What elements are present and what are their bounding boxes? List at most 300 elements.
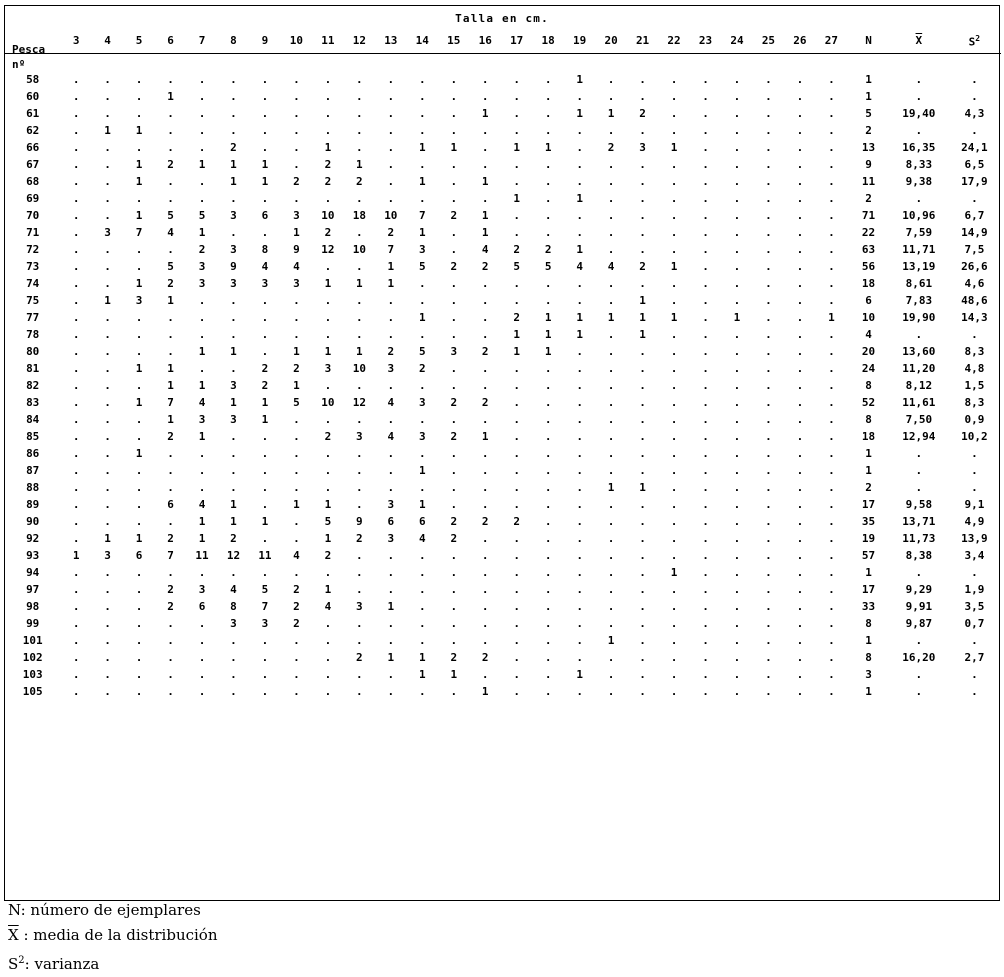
cell-pesca: 103: [22, 667, 43, 681]
cell-count: .: [324, 565, 332, 579]
cell-count: .: [198, 310, 206, 324]
cell-count: .: [387, 89, 395, 103]
cell-count: 1: [418, 463, 426, 477]
cell-count: .: [765, 463, 772, 477]
cell-variance: 1,9: [964, 582, 985, 596]
cell-variance: 14,9: [961, 225, 988, 239]
cell-count: 1: [293, 378, 300, 392]
cell-pesca: 60: [26, 89, 40, 103]
cell-count: 1: [513, 191, 520, 205]
row-header-caption-line1: Pesca: [12, 43, 46, 56]
cell-count: .: [765, 667, 772, 681]
cell-count: .: [450, 310, 458, 324]
cell-count: .: [765, 225, 772, 239]
cell-count: .: [356, 106, 363, 120]
cell-count: .: [796, 446, 804, 460]
cell-mean: .: [915, 327, 923, 341]
cell-count: .: [670, 174, 678, 188]
cell-count: 2: [167, 531, 174, 545]
cell-count: 2: [481, 514, 489, 528]
cell-count: .: [513, 616, 520, 630]
cell-count: .: [733, 633, 741, 647]
cell-count: 6: [261, 208, 269, 222]
cell-count: .: [702, 531, 709, 545]
cell-count: .: [198, 446, 206, 460]
cell-count: 2: [387, 344, 395, 358]
cell-count: .: [607, 429, 615, 443]
cell-count: .: [167, 106, 174, 120]
cell-count: .: [387, 684, 395, 698]
cell-count: .: [670, 514, 678, 528]
table-body: [5, 53, 1001, 700]
cell-count: .: [702, 293, 709, 307]
cell-count: .: [796, 633, 804, 647]
cell-count: .: [198, 191, 206, 205]
cell-n: 20: [861, 344, 876, 358]
cell-count: 1: [293, 344, 300, 358]
cell-count: .: [796, 344, 804, 358]
cell-count: .: [702, 667, 709, 681]
cell-count: 4: [387, 395, 395, 409]
cell-count: 1: [104, 531, 111, 545]
cell-count: .: [230, 106, 237, 120]
cell-count: .: [544, 582, 552, 596]
cell-count: .: [513, 412, 520, 426]
cell-count: .: [702, 106, 709, 120]
cell-n: 17: [861, 497, 876, 511]
cell-count: .: [544, 497, 552, 511]
legend-mean-symbol: $\overline{X}$: [8, 926, 19, 944]
cell-count: .: [513, 361, 520, 375]
cell-count: .: [418, 684, 426, 698]
cell-count: .: [607, 463, 615, 477]
cell-count: .: [765, 72, 772, 86]
cell-count: 1: [544, 327, 552, 341]
cell-count: 1: [670, 310, 678, 324]
cell-count: .: [828, 276, 835, 290]
cell-count: .: [796, 684, 804, 698]
length-frequency-table: [5, 30, 1001, 700]
cell-count: 7: [167, 395, 174, 409]
cell-count: 4: [261, 259, 269, 273]
cell-count: .: [293, 140, 300, 154]
cell-count: .: [230, 650, 237, 664]
cell-count: 2: [230, 531, 237, 545]
cell-count: .: [135, 463, 143, 477]
cell-n: 1: [865, 89, 872, 103]
header-size-19: 19: [573, 33, 587, 47]
cell-count: .: [733, 514, 741, 528]
cell-count: .: [639, 242, 646, 256]
cell-count: 1: [513, 344, 520, 358]
cell-count: 2: [324, 174, 332, 188]
cell-count: 8: [261, 242, 269, 256]
cell-count: .: [544, 480, 552, 494]
cell-count: .: [796, 616, 804, 630]
cell-count: .: [481, 497, 489, 511]
cell-count: 2: [450, 650, 458, 664]
cell-count: .: [702, 157, 709, 171]
cell-count: .: [104, 174, 111, 188]
cell-count: 2: [356, 174, 363, 188]
cell-count: .: [230, 293, 237, 307]
cell-count: .: [356, 123, 363, 137]
cell-count: 1: [167, 293, 174, 307]
cell-count: 3: [356, 599, 363, 613]
cell-count: .: [324, 378, 332, 392]
cell-count: .: [513, 582, 520, 596]
cell-count: .: [198, 650, 206, 664]
cell-count: .: [293, 633, 300, 647]
cell-count: .: [418, 123, 426, 137]
cell-count: 4: [198, 497, 206, 511]
cell-count: .: [765, 89, 772, 103]
cell-count: .: [72, 599, 80, 613]
cell-count: .: [733, 276, 741, 290]
cell-count: .: [72, 480, 80, 494]
cell-count: .: [607, 514, 615, 528]
cell-count: .: [481, 531, 489, 545]
cell-count: .: [513, 293, 520, 307]
cell-count: .: [544, 548, 552, 562]
cell-count: 1: [135, 174, 143, 188]
cell-count: .: [796, 259, 804, 273]
cell-count: .: [639, 633, 646, 647]
cell-count: .: [261, 225, 269, 239]
cell-count: 6: [387, 514, 395, 528]
cell-n: 8: [865, 650, 872, 664]
cell-count: .: [261, 446, 269, 460]
cell-count: .: [607, 497, 615, 511]
cell-count: .: [513, 565, 520, 579]
cell-count: .: [230, 463, 237, 477]
cell-count: .: [796, 548, 804, 562]
cell-count: .: [230, 480, 237, 494]
cell-count: .: [639, 446, 646, 460]
cell-count: .: [544, 157, 552, 171]
cell-count: .: [72, 463, 80, 477]
cell-count: .: [670, 633, 678, 647]
cell-count: .: [356, 89, 363, 103]
cell-count: 2: [324, 225, 332, 239]
cell-n: 10: [861, 310, 876, 324]
cell-count: .: [576, 412, 583, 426]
cell-count: .: [418, 616, 426, 630]
cell-count: .: [544, 89, 552, 103]
cell-count: 3: [230, 242, 237, 256]
header-size-24: 24: [730, 33, 744, 47]
cell-count: .: [639, 497, 646, 511]
cell-count: 1: [356, 344, 363, 358]
cell-count: .: [230, 72, 237, 86]
cell-count: 1: [198, 378, 206, 392]
cell-count: .: [796, 429, 804, 443]
cell-count: .: [796, 191, 804, 205]
cell-variance: 3,4: [964, 548, 985, 562]
cell-count: .: [702, 327, 709, 341]
cell-count: 5: [418, 259, 426, 273]
cell-variance: 9,1: [964, 497, 985, 511]
cell-pesca: 58: [26, 72, 40, 86]
cell-count: .: [639, 174, 646, 188]
cell-count: .: [733, 157, 741, 171]
cell-count: .: [733, 242, 741, 256]
cell-count: 10: [321, 395, 335, 409]
cell-mean: 16,20: [902, 650, 936, 664]
cell-count: .: [513, 89, 520, 103]
cell-count: .: [607, 361, 615, 375]
cell-n: 1: [865, 446, 872, 460]
cell-count: .: [72, 174, 80, 188]
cell-count: 1: [670, 565, 678, 579]
cell-count: .: [796, 361, 804, 375]
cell-variance: 6,5: [964, 157, 985, 171]
cell-count: .: [513, 650, 520, 664]
cell-count: .: [670, 548, 678, 562]
cell-count: .: [513, 463, 520, 477]
cell-count: .: [576, 225, 583, 239]
cell-count: .: [828, 242, 835, 256]
cell-count: .: [513, 395, 520, 409]
cell-count: .: [702, 633, 709, 647]
cell-count: .: [796, 293, 804, 307]
cell-count: .: [765, 599, 772, 613]
cell-count: .: [733, 106, 741, 120]
cell-count: .: [639, 157, 646, 171]
cell-count: .: [418, 446, 426, 460]
cell-count: 2: [607, 140, 615, 154]
cell-count: 1: [356, 276, 363, 290]
cell-count: 5: [261, 582, 269, 596]
cell-count: .: [513, 684, 520, 698]
cell-count: .: [261, 497, 269, 511]
cell-count: .: [230, 446, 237, 460]
cell-count: .: [639, 548, 646, 562]
cell-count: .: [544, 599, 552, 613]
cell-mean: .: [915, 684, 923, 698]
cell-count: .: [230, 225, 237, 239]
cell-mean: .: [915, 565, 923, 579]
cell-pesca: 74: [26, 276, 40, 290]
cell-count: .: [670, 276, 678, 290]
cell-count: .: [765, 497, 772, 511]
cell-count: 1: [607, 633, 615, 647]
cell-n: 13: [861, 140, 876, 154]
cell-count: .: [356, 191, 363, 205]
cell-count: .: [607, 242, 615, 256]
cell-n: 33: [861, 599, 876, 613]
cell-mean: 8,61: [905, 276, 933, 290]
cell-count: .: [670, 429, 678, 443]
header-mean-symbol: $\overline{X}$: [915, 33, 923, 47]
cell-count: .: [702, 123, 709, 137]
cell-count: .: [167, 667, 174, 681]
cell-count: .: [104, 650, 111, 664]
cell-count: .: [576, 565, 583, 579]
cell-count: .: [639, 123, 646, 137]
header-variance: [948, 30, 1001, 53]
cell-count: .: [104, 684, 111, 698]
cell-count: 1: [639, 480, 646, 494]
cell-count: 1: [387, 599, 395, 613]
cell-count: .: [733, 599, 741, 613]
cell-count: 6: [198, 599, 206, 613]
cell-count: .: [702, 140, 709, 154]
cell-count: .: [72, 378, 80, 392]
cell-count: .: [450, 548, 458, 562]
cell-count: 2: [481, 650, 489, 664]
cell-count: 3: [230, 412, 237, 426]
cell-count: 3: [230, 276, 237, 290]
cell-count: .: [765, 276, 772, 290]
cell-count: 6: [418, 514, 426, 528]
cell-count: .: [607, 548, 615, 562]
cell-count: 1: [481, 429, 489, 443]
cell-count: 2: [293, 174, 300, 188]
cell-count: .: [450, 72, 458, 86]
table-row: [5, 224, 1001, 241]
cell-count: 2: [230, 140, 237, 154]
cell-mean: .: [915, 446, 923, 460]
cell-count: .: [639, 599, 646, 613]
legend-mean-text: : media de la distribución: [18, 926, 218, 944]
cell-count: .: [230, 633, 237, 647]
cell-count: 2: [450, 531, 458, 545]
cell-count: .: [544, 446, 552, 460]
cell-count: .: [639, 276, 646, 290]
cell-count: .: [544, 106, 552, 120]
cell-count: .: [198, 106, 206, 120]
cell-count: .: [796, 565, 804, 579]
cell-count: .: [324, 667, 332, 681]
cell-count: 1: [670, 140, 678, 154]
cell-count: .: [387, 106, 395, 120]
cell-count: .: [670, 650, 678, 664]
cell-count: .: [72, 667, 80, 681]
cell-count: .: [828, 208, 835, 222]
cell-count: .: [765, 208, 772, 222]
cell-variance: 3,5: [964, 599, 985, 613]
table-row: [5, 173, 1001, 190]
cell-count: 3: [418, 395, 426, 409]
cell-count: .: [796, 89, 804, 103]
cell-count: .: [356, 633, 363, 647]
cell-n: 52: [861, 395, 876, 409]
cell-pesca: 61: [26, 106, 40, 120]
cell-count: .: [576, 582, 583, 596]
cell-count: .: [167, 463, 174, 477]
cell-count: .: [607, 565, 615, 579]
cell-count: .: [104, 412, 111, 426]
cell-count: .: [356, 616, 363, 630]
cell-count: 1: [481, 208, 489, 222]
cell-count: .: [702, 429, 709, 443]
cell-count: .: [104, 259, 111, 273]
cell-count: .: [261, 667, 269, 681]
cell-pesca: 89: [26, 497, 40, 511]
cell-count: .: [72, 276, 80, 290]
cell-count: .: [670, 327, 678, 341]
cell-count: .: [450, 157, 458, 171]
cell-count: .: [167, 174, 174, 188]
cell-count: .: [670, 480, 678, 494]
cell-count: .: [324, 684, 332, 698]
cell-count: .: [198, 123, 206, 137]
cell-count: .: [135, 514, 143, 528]
cell-variance: 48,6: [961, 293, 988, 307]
cell-count: .: [324, 259, 332, 273]
cell-count: .: [670, 582, 678, 596]
cell-count: 1: [607, 310, 615, 324]
cell-count: .: [450, 684, 458, 698]
cell-count: .: [230, 684, 237, 698]
cell-n: 2: [865, 480, 872, 494]
cell-count: 1: [481, 225, 489, 239]
cell-count: .: [513, 378, 520, 392]
cell-count: .: [450, 616, 458, 630]
cell-count: 1: [607, 106, 615, 120]
cell-count: 2: [324, 548, 332, 562]
table-row: [5, 241, 1001, 258]
cell-count: .: [828, 667, 835, 681]
cell-count: .: [639, 191, 646, 205]
cell-count: .: [607, 293, 615, 307]
cell-count: .: [796, 310, 804, 324]
cell-count: 5: [293, 395, 300, 409]
cell-count: .: [261, 106, 269, 120]
cell-count: .: [104, 72, 111, 86]
cell-count: .: [796, 378, 804, 392]
cell-pesca: 90: [26, 514, 40, 528]
cell-count: .: [198, 174, 206, 188]
cell-count: 2: [324, 157, 332, 171]
cell-count: .: [828, 599, 835, 613]
table-row: [5, 496, 1001, 513]
cell-count: .: [450, 106, 458, 120]
cell-count: .: [765, 395, 772, 409]
cell-count: 2: [356, 650, 363, 664]
cell-count: .: [733, 225, 741, 239]
table-row: [5, 292, 1001, 309]
cell-mean: 11,71: [902, 242, 936, 256]
cell-count: .: [356, 259, 363, 273]
cell-count: .: [387, 412, 395, 426]
cell-variance: .: [971, 565, 978, 579]
cell-count: 1: [544, 140, 552, 154]
cell-count: .: [450, 599, 458, 613]
cell-count: 4: [481, 242, 489, 256]
cell-count: .: [72, 582, 80, 596]
cell-variance: .: [971, 633, 978, 647]
cell-count: .: [261, 650, 269, 664]
cell-count: .: [104, 497, 111, 511]
cell-count: .: [418, 480, 426, 494]
cell-count: .: [104, 480, 111, 494]
cell-count: 5: [324, 514, 332, 528]
cell-count: .: [135, 599, 143, 613]
cell-count: 12: [352, 395, 366, 409]
cell-count: .: [293, 480, 300, 494]
cell-n: 1: [865, 72, 872, 86]
cell-count: .: [261, 480, 269, 494]
cell-n: 18: [861, 276, 876, 290]
cell-count: .: [765, 514, 772, 528]
cell-count: 1: [135, 531, 143, 545]
cell-count: .: [324, 123, 332, 137]
cell-variance: .: [971, 327, 978, 341]
cell-count: .: [261, 293, 269, 307]
cell-count: .: [702, 650, 709, 664]
